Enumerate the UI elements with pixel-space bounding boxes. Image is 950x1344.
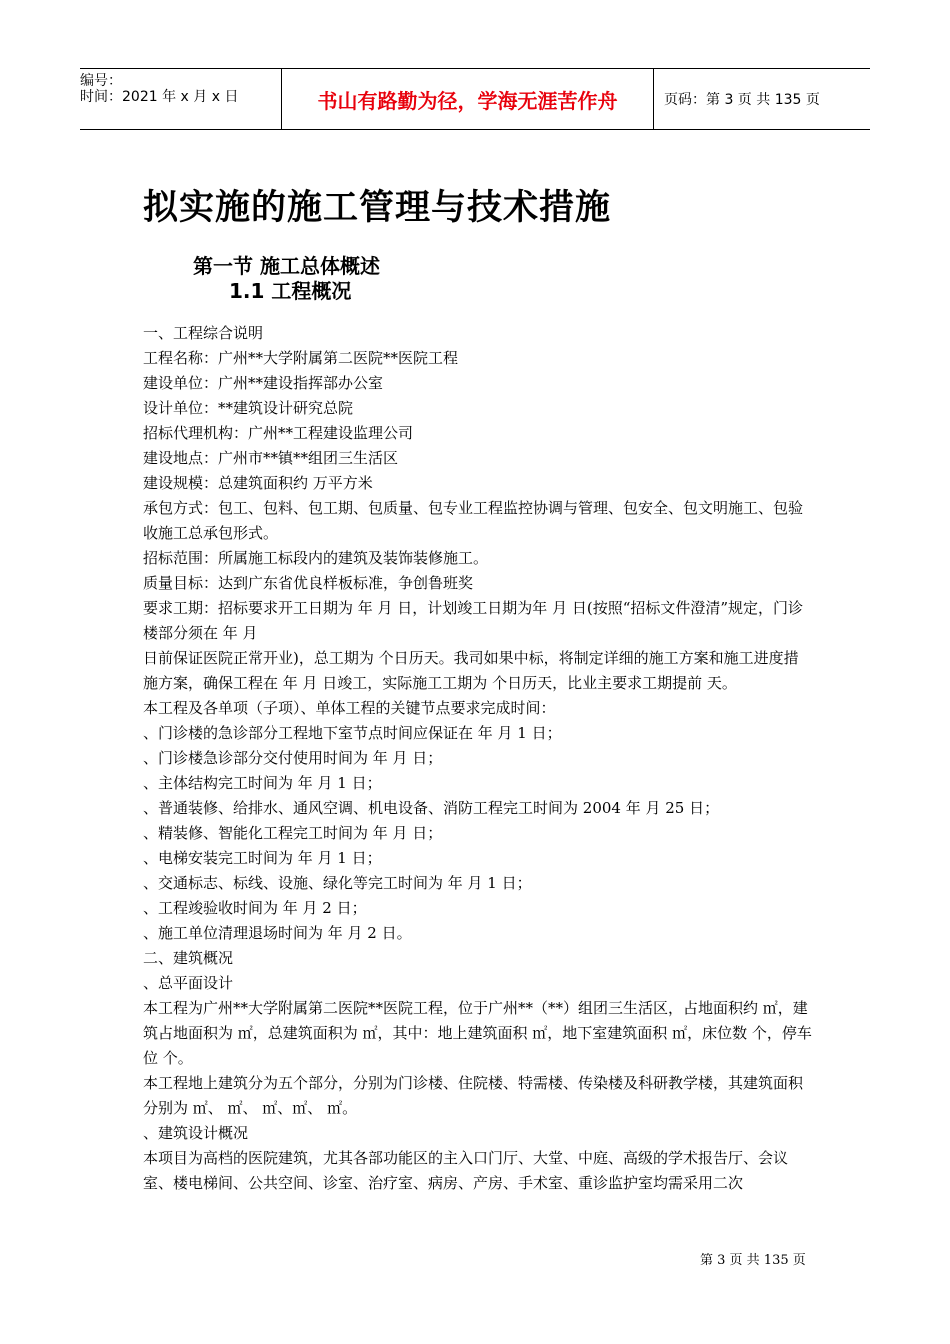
paragraph: 招标范围：所属施工标段内的建筑及装饰装修施工。 (143, 549, 489, 567)
paragraph: 一、工程综合说明 (143, 324, 264, 342)
document-title: 拟实施的施工管理与技术措施 (143, 188, 612, 228)
paragraph: 二、建筑概况 (143, 949, 234, 967)
paragraph: 建设单位：广州**建设指挥部办公室 (143, 374, 384, 392)
paragraph: 、普通装修、给排水、通风空调、机电设备、消防工程完工时间为 2004 年 月 25 日； (143, 799, 720, 817)
paragraph: 要求工期：招标要求开工日期为 年 月 日，计划竣工日期为年 月 日(按照“招标文件澄清”规定，门诊楼部分须在 年 月 (143, 599, 804, 642)
page-footer: 第 3 页 共 135 页 (700, 1253, 806, 1268)
paragraph: 质量目标：达到广东省优良样板标准，争创鲁班奖 (143, 574, 474, 592)
paragraph: 本工程为广州**大学附属第二医院**医院工程，位于广州**（**）组团三生活区，占地面积约 ㎡，建筑占地面积为 ㎡，总建筑面积为 ㎡，其中：地上建筑面积 ㎡，地下室建筑面积 ㎡，床位数 个，停车位 个。 (143, 999, 812, 1067)
paragraph: 工程名称：广州**大学附属第二医院**医院工程 (143, 349, 459, 367)
document-body (143, 321, 813, 1196)
paragraph: 、电梯安装完工时间为 年 月 1 日； (143, 849, 382, 867)
paragraph: 、工程竣验收时间为 年 月 2 日； (143, 899, 367, 917)
document-number-label: 编号： (80, 73, 122, 89)
paragraph: 建设地点：广州市**镇**组团三生活区 (143, 449, 399, 467)
paragraph: 本工程地上建筑分为五个部分，分别为门诊楼、住院楼、特需楼、传染楼及科研教学楼，其建筑面积分别为 ㎡、 ㎡、 ㎡、㎡、 ㎡。 (143, 1074, 804, 1117)
paragraph: 、总平面设计 (143, 974, 234, 992)
paragraph: 建设规模：总建筑面积约 万平方米 (143, 474, 373, 492)
header-motto: 书山有路勤为径，学海无涯苦作舟 (282, 69, 654, 129)
paragraph: 、主体结构完工时间为 年 月 1 日； (143, 774, 382, 792)
document-time-label: 时间：2021 年 x 月 x 日 (80, 89, 239, 105)
header-page-number: 页码：第 3 页 共 135 页 (664, 92, 820, 108)
paragraph: 、建筑设计概况 (143, 1124, 249, 1142)
paragraph: 设计单位：**建筑设计研究总院 (143, 399, 354, 417)
paragraph: 承包方式：包工、包料、包工期、包质量、包专业工程监控协调与管理、包安全、包文明施工、包验收施工总承包形式。 (143, 499, 804, 542)
paragraph: 、交通标志、标线、设施、绿化等完工时间为 年 月 1 日； (143, 874, 532, 892)
paragraph: 日前保证医院正常开业)，总工期为 个日历天。我司如果中标，将制定详细的施工方案和施工进度措施方案，确保工程在 年 月 日竣工，实际施工工期为 个日历天，比业主要求工期提前 天。 (143, 649, 799, 692)
page-header (80, 68, 870, 130)
paragraph: 本工程及各单项（子项）、单体工程的关键节点要求完成时间： (143, 699, 556, 717)
paragraph: 、精装修、智能化工程完工时间为 年 月 日； (143, 824, 443, 842)
paragraph: 、施工单位清理退场时间为 年 月 2 日。 (143, 924, 412, 942)
paragraph: 、门诊楼的急诊部分工程地下室节点时间应保证在 年 月 1 日； (143, 724, 562, 742)
section-heading: 第一节 施工总体概述 (193, 254, 380, 278)
paragraph: 本项目为高档的医院建筑，尤其各部功能区的主入口门厅、大堂、中庭、高级的学术报告厅、会议室、楼电梯间、公共空间、诊室、治疗室、病房、产房、手术室、重诊监护室均需采用二次 (143, 1149, 789, 1192)
subsection-heading: 1.1 工程概况 (229, 279, 352, 303)
paragraph: 招标代理机构：广州**工程建设监理公司 (143, 424, 414, 442)
paragraph: 、门诊楼急诊部分交付使用时间为 年 月 日； (143, 749, 443, 767)
header-meta (80, 69, 282, 129)
